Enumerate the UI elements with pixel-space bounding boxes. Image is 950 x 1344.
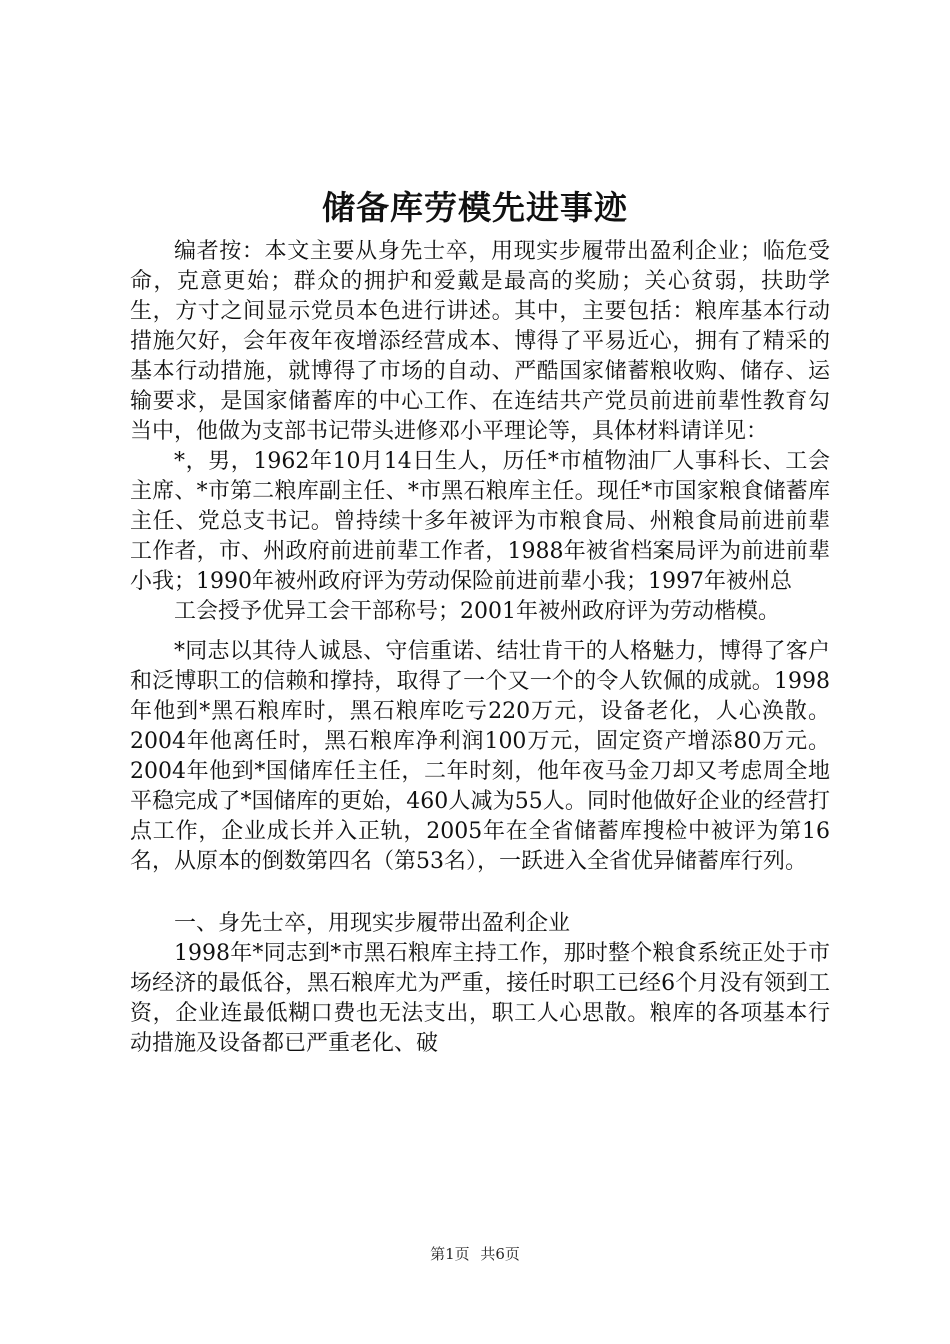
document-title: 储备库劳模先进事迹 (322, 188, 628, 227)
document-body (130, 237, 830, 1059)
paragraph-achievements: *同志以其待人诚恳、守信重诺、结壮肯干的人格魅力，博得了客户和泛博职工的信赖和撑持，取得了一个又一个的令人钦佩的成就。1998年他到*黑石粮库时，黑石粮库吃亏220万元，设备老化，人心涣散。2004年他离任时，黑石粮库净利润100万元，固定资产增添80万元。2004年他到*国储库任主任，二年时刻，他年夜马金刀却又考虑周全地平稳完成了*国储库的更始，460人减为55人。同时他做好企业的经营打点工作，企业成长并入正轨，2005年在全省储蓄库搜检中被评为第16名，从原本的倒数第四名（第53名），一跃进入全省优异储蓄库行列。 (130, 639, 830, 874)
page-total: 共6页 (480, 1245, 520, 1263)
page-footer (0, 1244, 950, 1264)
paragraph-section-1: 1998年*同志到*市黑石粮库主持工作，那时整个粮食系统正处于市场经济的最低谷，黑石粮库尤为严重，接任时职工已经6个月没有领到工资，企业连最低糊口费也无法支出，职工人心思散。粮库的各项基本行动措施及设备都已严重老化、破 (130, 941, 830, 1056)
page-number: 第1页 (430, 1245, 470, 1263)
paragraph-editor-note: 编者按：本文主要从身先士卒，用现实步履带出盈利企业；临危受命，克意更始；群众的拥护和爱戴是最高的奖励；关心贫弱，扶助学生，方寸之间显示党员本色进行讲述。其中，主要包括：粮库基本行动措施欠好，会年夜年夜增添经营成本、博得了平易近心，拥有了精采的基本行动措施，就博得了市场的自动、严酷国家储蓄粮收购、储存、运输要求，是国家储蓄库的中心工作、在连结共产党员前进前辈性教育勾当中，他做为支部书记带头进修邓小平理论等，具体材料请详见： (130, 239, 830, 444)
section-heading-1: 一、身先士卒，用现实步履带出盈利企业 (174, 911, 571, 936)
paragraph-biography-continued: 工会授予优异工会干部称号；2001年被州政府评为劳动楷模。 (174, 599, 780, 624)
paragraph-biography: *，男，1962年10月14日生人，历任*市植物油厂人事科长、工会主席、*市第二粮库副主任、*市黑石粮库主任。现任*市国家粮食储蓄库主任、党总支书记。曾持续十多年被评为市粮食局、州粮食局前进前辈工作者，市、州政府前进前辈工作者，1988年被省档案局评为前进前辈小我；1990年被州政府评为劳动保险前进前辈小我；1997年被州总 (130, 449, 830, 594)
